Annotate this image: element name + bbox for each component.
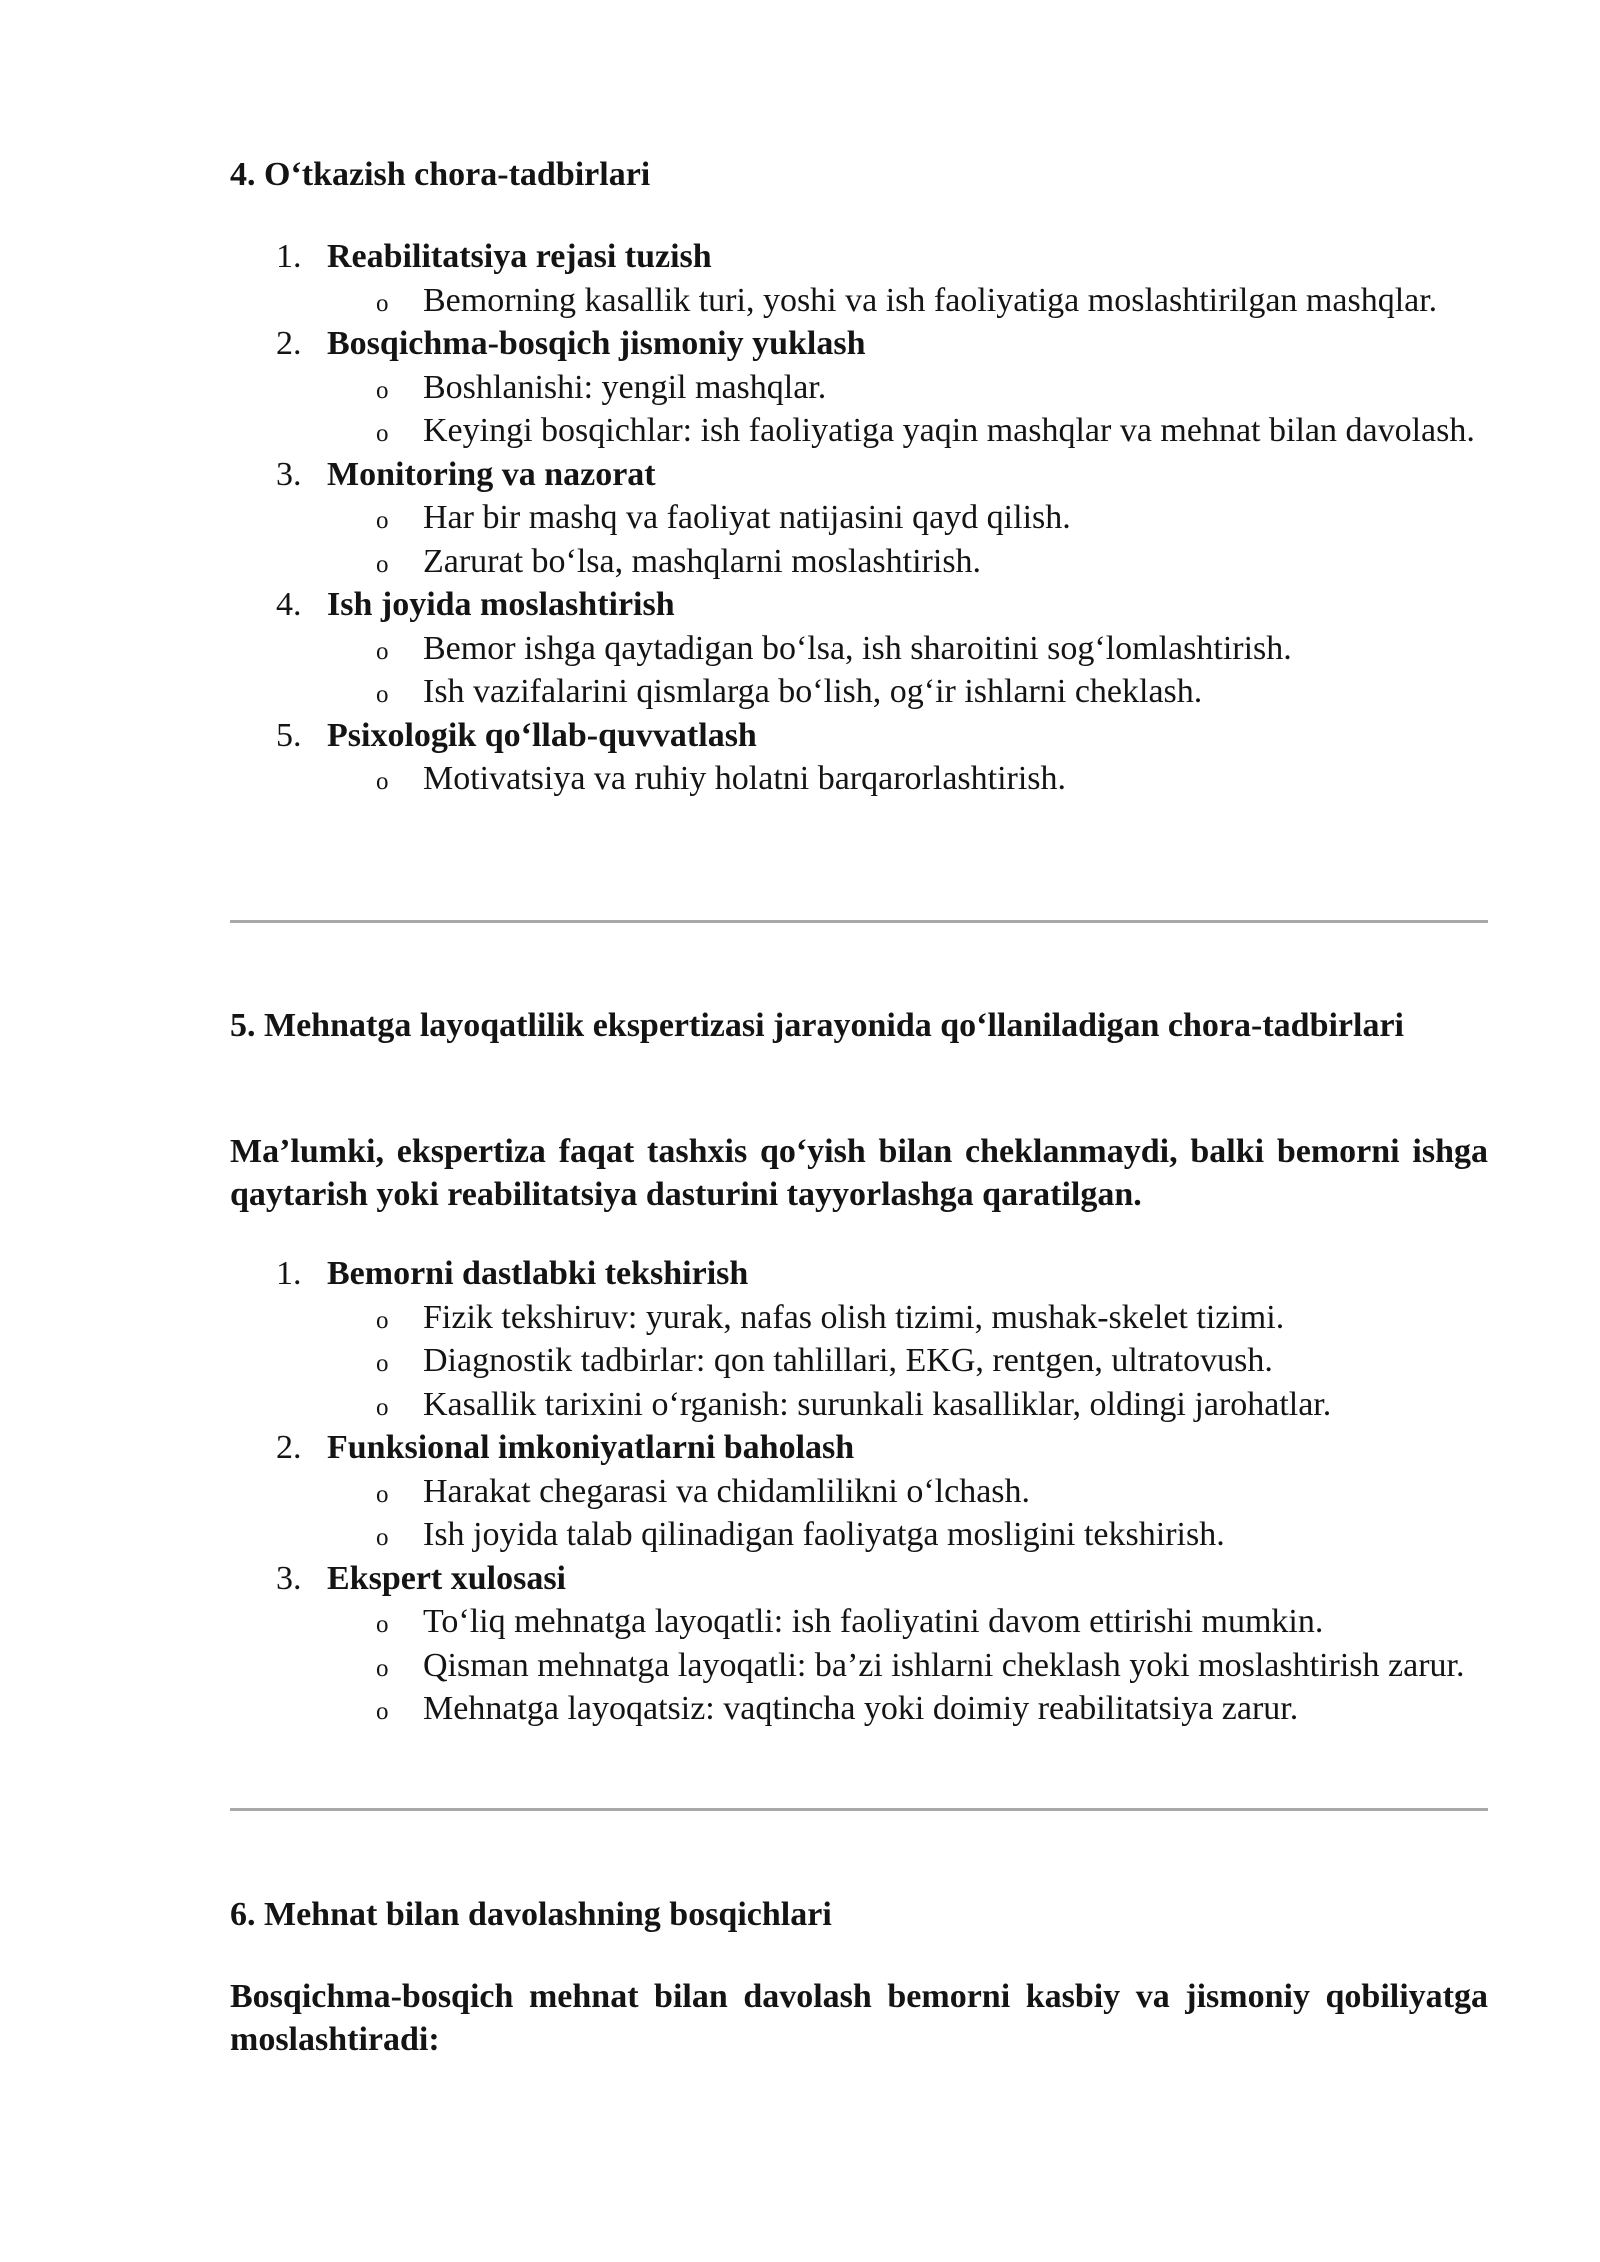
section-heading-6: 6. Mehnat bilan davolashning bosqichlari	[230, 1896, 832, 1933]
section-heading-5: 5. Mehnatga layoqatlilik ekspertizasi jarayonida qo‘llaniladigan chora-tadbirlari	[230, 1007, 1404, 1044]
sub-item: o Ish vazifalarini qismlarga bo‘lish, og‘ir ishlarni cheklash.	[230, 670, 1488, 714]
sub-item: o Qisman mehnatga layoqatli: ba’zi ishlarni cheklash yoki moslashtirish zarur.	[230, 1644, 1488, 1688]
sub-item: o Boshlanishi: yengil mashqlar.	[230, 366, 1488, 410]
section-intro-6: Bosqichma-bosqich mehnat bilan davolash bemorni kasbiy va jismoniy qobiliyatga moslashtiradi:	[230, 1978, 1488, 2058]
list-item	[230, 1426, 1488, 1557]
step-number: 2.	[276, 1429, 302, 1466]
bullet-icon: o	[376, 1698, 389, 1725]
sub-item: o Bemorning kasallik turi, yoshi va ish faoliyatiga moslashtirilgan mashqlar.	[230, 279, 1488, 323]
list-item	[230, 1557, 1488, 1731]
list-item	[230, 322, 1488, 453]
steps-list-section-5	[230, 1252, 1488, 1731]
step-title: Reabilitatsiya rejasi tuzish	[327, 238, 712, 275]
sub-item: o Zarurat bo‘lsa, mashqlarni moslashtirish.	[230, 540, 1488, 584]
sub-item: o To‘liq mehnatga layoqatli: ish faoliyatini davom ettirishi mumkin.	[230, 1600, 1488, 1644]
bullet-icon: o	[376, 1480, 389, 1508]
list-item	[230, 583, 1488, 714]
step-title: Ish joyida moslashtirish	[327, 586, 675, 623]
sub-item: o Motivatsiya va ruhiy holatni barqarorlashtirish.	[230, 757, 1488, 801]
sub-item: o Mehnatga layoqatsiz: vaqtincha yoki doimiy reabilitatsiya zarur.	[230, 1687, 1488, 1731]
list-item	[230, 235, 1488, 322]
step-title: Bosqichma-bosqich jismoniy yuklash	[327, 325, 866, 362]
step-title: Funksional imkoniyatlarni baholash	[327, 1429, 855, 1466]
bullet-icon: o	[376, 1306, 389, 1334]
bullet-icon: o	[376, 376, 389, 404]
step-number: 1.	[276, 1255, 302, 1292]
sub-item: o Kasallik tarixini o‘rganish: surunkali kasalliklar, oldingi jarohatlar.	[230, 1383, 1488, 1427]
steps-list-section-4	[230, 235, 1488, 801]
bullet-icon: o	[376, 637, 389, 665]
sub-item: o Fizik tekshiruv: yurak, nafas olish tizimi, mushak-skelet tizimi.	[230, 1296, 1488, 1340]
step-title: Bemorni dastlabki tekshirish	[327, 1255, 749, 1292]
horizontal-divider	[230, 1808, 1488, 1811]
step-number: 3.	[276, 1559, 302, 1597]
step-number: 1.	[276, 238, 302, 275]
bullet-icon: o	[376, 1611, 389, 1638]
sub-item: o Ish joyida talab qilinadigan faoliyatga mosligini tekshirish.	[230, 1513, 1488, 1557]
bullet-icon: o	[376, 1350, 389, 1377]
list-item	[230, 453, 1488, 584]
bullet-icon: o	[376, 289, 389, 317]
bullet-icon: o	[376, 681, 389, 708]
sub-item: o Diagnostik tadbirlar: qon tahlillari, EKG, rentgen, ultratovush.	[230, 1339, 1488, 1383]
section-intro-5: Ma’lumki, ekspertiza faqat tashxis qo‘yish bilan cheklanmaydi, balki bemorni ishga qaytarish yoki reabilitatsiya dasturini tayyorlashga qaratilgan.	[230, 1133, 1488, 1213]
step-title: Psixologik qo‘llab-quvvatlash	[327, 716, 757, 754]
sub-item: o Bemor ishga qaytadigan bo‘lsa, ish sharoitini sog‘lomlashtirish.	[230, 627, 1488, 671]
sub-item: o Keyingi bosqichlar: ish faoliyatiga yaqin mashqlar va mehnat bilan davolash.	[230, 409, 1488, 453]
step-number: 3.	[276, 455, 302, 493]
list-item	[230, 714, 1488, 801]
step-number: 5.	[276, 716, 302, 754]
sub-item: o Har bir mashq va faoliyat natijasini qayd qilish.	[230, 496, 1488, 540]
section-heading-4: 4. O‘tkazish chora-tadbirlari	[230, 156, 651, 193]
bullet-icon: o	[376, 550, 389, 578]
step-title: Ekspert xulosasi	[327, 1559, 566, 1597]
bullet-icon: o	[376, 420, 389, 447]
bullet-icon: o	[376, 768, 389, 795]
bullet-icon: o	[376, 1654, 389, 1682]
list-item	[230, 1252, 1488, 1426]
step-number: 4.	[276, 586, 302, 623]
horizontal-divider	[230, 920, 1488, 923]
bullet-icon: o	[376, 1524, 389, 1551]
step-number: 2.	[276, 325, 302, 362]
sub-item: o Harakat chegarasi va chidamlilikni o‘lchash.	[230, 1470, 1488, 1514]
step-title: Monitoring va nazorat	[327, 455, 656, 493]
bullet-icon: o	[376, 507, 389, 534]
bullet-icon: o	[376, 1393, 389, 1421]
